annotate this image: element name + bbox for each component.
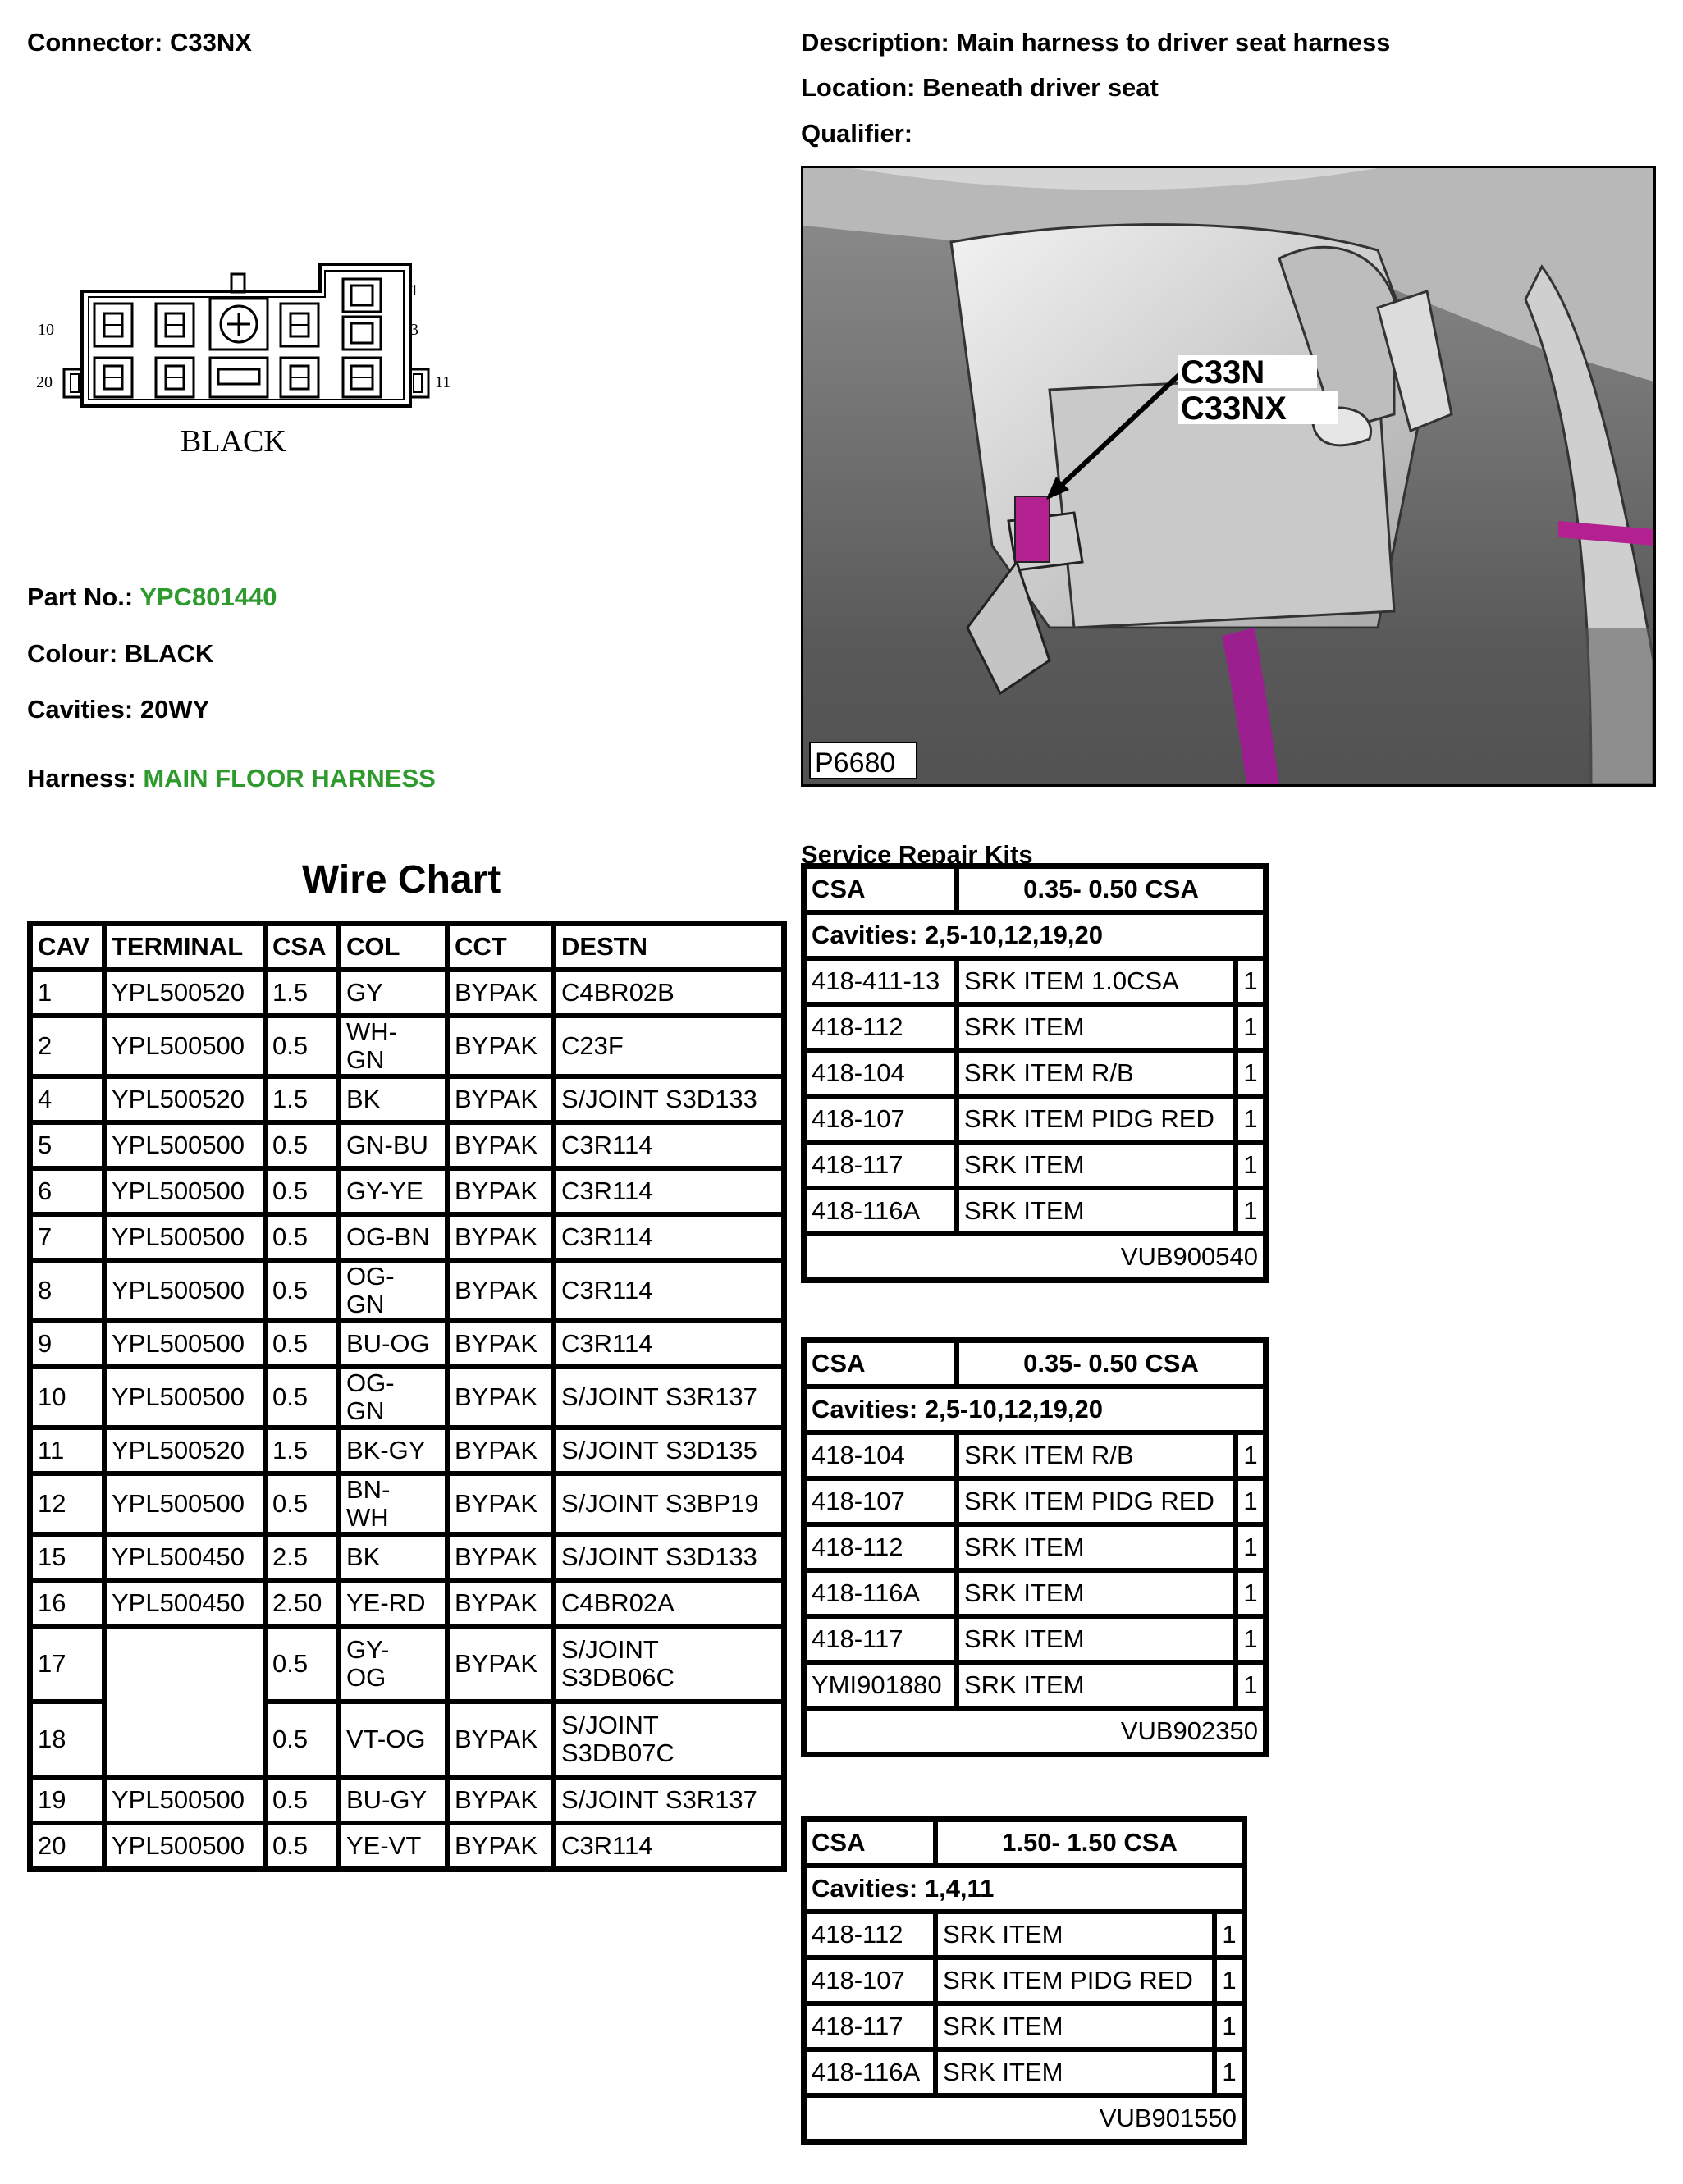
pin-label-11: 11 [435,373,451,391]
wire-chart-cell-cct: BYPAK [447,1626,554,1702]
wire-chart-cell-terminal: YPL500450 [104,1580,265,1626]
service-kit-item-part: 418-117 [804,1616,957,1662]
wire-chart-row [30,1534,784,1580]
service-kit-csa-range: 0.35- 0.50 CSA [957,1341,1265,1387]
service-kit-item-part: 418-116A [804,1570,957,1616]
location-value: Beneath driver seat [922,73,1159,102]
wire-chart-cell-terminal [104,1626,265,1777]
wire-chart-cell-terminal: YPL500520 [104,970,265,1016]
description-label: Description: [801,28,949,57]
service-kit-item-part: 418-107 [804,1478,957,1524]
service-kit-item-row [804,1524,1265,1570]
part-no-label: Part No.: [27,583,134,611]
service-kit-item-quantity: 1 [1214,1912,1244,1958]
wire-chart-cell-destn: C3R114 [554,1260,784,1321]
connector-value: C33NX [169,28,252,57]
pin-label-3: 3 [410,321,418,339]
wire-chart-header-terminal: TERMINAL [104,924,265,970]
wire-chart-body [30,970,784,1869]
service-kit-item-row [804,2049,1244,2095]
pin-label-20: 20 [36,373,53,391]
service-kit-item-description: SRK ITEM [957,1142,1236,1188]
service-kit-number: VUB902350 [804,1708,1265,1754]
service-kit-item-description: SRK ITEM R/B [957,1432,1236,1478]
service-kit-item-description: SRK ITEM PIDG RED [957,1478,1236,1524]
service-kit-table [801,1337,1269,1757]
wire-chart-cell-cct: BYPAK [447,1474,554,1534]
service-kit-item-description: SRK ITEM [957,1524,1236,1570]
wire-chart-row [30,1076,784,1122]
service-kit-header-row [804,1341,1265,1387]
wire-chart-cell-cav: 7 [30,1214,104,1260]
service-kit-item-description: SRK ITEM PIDG RED [957,1096,1236,1142]
service-kit-item-part: 418-104 [804,1432,957,1478]
service-kit-item-part: 418-411-13 [804,958,957,1004]
wire-chart-cell-cct: BYPAK [447,970,554,1016]
wire-chart-cell-csa: 0.5 [265,1702,339,1777]
service-kit-item-description: SRK ITEM R/B [957,1050,1236,1096]
service-kit-item-description: SRK ITEM [957,1188,1236,1234]
wire-chart-cell-csa: 1.5 [265,1076,339,1122]
service-kit-csa-range: 0.35- 0.50 CSA [957,866,1265,912]
wire-chart-cell-cav: 8 [30,1260,104,1321]
service-kit-number: VUB901550 [804,2095,1244,2141]
wire-chart-cell-cav: 18 [30,1702,104,1777]
service-kit-csa-label: CSA [804,1820,935,1866]
service-kit-item-description: SRK ITEM [935,2049,1214,2095]
wire-chart-cell-destn: C3R114 [554,1122,784,1168]
service-kit-header-row [804,1820,1244,1866]
wire-chart-cell-col: GY-YE [339,1168,447,1214]
wire-chart-cell-csa: 0.5 [265,1367,339,1428]
service-kit-item-quantity: 1 [1214,1958,1244,2004]
wire-chart-cell-terminal: YPL500500 [104,1777,265,1823]
service-kit-cavities-row [804,1387,1265,1432]
wire-chart-cell-csa: 0.5 [265,1777,339,1823]
wire-chart-row [30,1260,784,1321]
wire-chart-cell-terminal: YPL500520 [104,1076,265,1122]
wire-chart-cell-cav: 11 [30,1428,104,1474]
wire-chart-row [30,1016,784,1076]
service-kit-cavities-row [804,912,1265,958]
wire-chart-cell-csa: 0.5 [265,1260,339,1321]
service-kit-item-quantity: 1 [1236,1142,1265,1188]
wire-chart-cell-terminal: YPL500500 [104,1367,265,1428]
wire-chart-row [30,1823,784,1869]
service-kit-item-quantity: 1 [1236,1004,1265,1050]
wire-chart-cell-terminal: YPL500500 [104,1260,265,1321]
wire-chart-cell-cct: BYPAK [447,1321,554,1367]
service-kit-item-part: 418-117 [804,1142,957,1188]
qualifier-field [801,119,912,148]
wire-chart-header-col: COL [339,924,447,970]
wire-chart-cell-destn: C23F [554,1016,784,1076]
wire-chart-row [30,1777,784,1823]
wire-chart-row [30,1428,784,1474]
wire-chart-cell-destn: C4BR02A [554,1580,784,1626]
service-kit-cavities: Cavities: 2,5-10,12,19,20 [804,1387,1265,1432]
service-kit-number-row [804,1708,1265,1754]
pin-label-1: 1 [410,281,418,299]
service-kit-item-description: SRK ITEM [957,1616,1236,1662]
wire-chart-cell-cav: 12 [30,1474,104,1534]
wire-chart-cell-col: OG-BN [339,1214,447,1260]
service-kit-item-description: SRK ITEM [957,1570,1236,1616]
service-kit-item-part: 418-117 [804,2004,935,2049]
service-kit-item-part: 418-116A [804,1188,957,1234]
connector-highlight [1015,496,1050,562]
wire-chart-cell-cav: 16 [30,1580,104,1626]
colour-field [27,639,213,669]
service-kit-header-row [804,866,1265,912]
wire-chart-cell-cct: BYPAK [447,1580,554,1626]
service-kit-item-quantity: 1 [1214,2049,1244,2095]
wire-chart-cell-col: GY- OG [339,1626,447,1702]
wire-chart-cell-terminal: YPL500500 [104,1474,265,1534]
connector-face-diagram [25,246,451,476]
service-kit-item-quantity: 1 [1236,1432,1265,1478]
wire-chart-cell-cct: BYPAK [447,1016,554,1076]
wire-chart-cell-csa: 0.5 [265,1214,339,1260]
wire-chart-cell-cav: 10 [30,1367,104,1428]
service-kit-item-row [804,1958,1244,2004]
wire-chart-cell-cav: 6 [30,1168,104,1214]
service-kit-item-quantity: 1 [1236,1616,1265,1662]
service-kit-number: VUB900540 [804,1234,1265,1280]
wire-chart-cell-csa: 0.5 [265,1474,339,1534]
wire-chart-cell-csa: 0.5 [265,1823,339,1869]
wire-chart-cell-cct: BYPAK [447,1777,554,1823]
wire-chart-cell-destn: C3R114 [554,1321,784,1367]
service-kit-item-row [804,1570,1265,1616]
wire-chart-cell-col: OG- GN [339,1260,447,1321]
part-no-link[interactable]: YPC801440 [139,583,277,611]
wire-chart-cell-csa: 2.5 [265,1534,339,1580]
wire-chart-cell-col: GN-BU [339,1122,447,1168]
harness-label: Harness: [27,764,136,793]
service-kit-item-part: 418-107 [804,1958,935,2004]
wire-chart-cell-destn: S/JOINT S3DB06C [554,1626,784,1702]
wire-chart-cell-cct: BYPAK [447,1823,554,1869]
service-kit-item-quantity: 1 [1236,1188,1265,1234]
wire-chart-header-cav: CAV [30,924,104,970]
cavities-field [27,695,209,724]
wire-chart-cell-cct: BYPAK [447,1534,554,1580]
qualifier-label: Qualifier: [801,119,913,148]
wire-chart-cell-col: YE-VT [339,1823,447,1869]
wire-chart-cell-csa: 0.5 [265,1321,339,1367]
service-kit-item-quantity: 1 [1236,1478,1265,1524]
seat-illustration [803,168,1653,784]
wire-chart-row [30,1321,784,1367]
diagram-colour-label: BLACK [181,424,286,459]
wire-chart-cell-csa: 1.5 [265,1428,339,1474]
service-kit-item-row [804,1912,1244,1958]
location-label: Location: [801,73,916,102]
wire-chart-cell-cav: 20 [30,1823,104,1869]
service-kit-item-row [804,1004,1265,1050]
service-kit-item-part: 418-104 [804,1050,957,1096]
photo-callout-c33nx: C33NX [1181,391,1287,427]
service-kit-number-row [804,2095,1244,2141]
service-kit-item-row [804,1050,1265,1096]
service-kit-item-part: 418-112 [804,1912,935,1958]
location-photo [801,166,1656,787]
wire-chart-cell-cav: 17 [30,1626,104,1702]
service-kit-item-description: SRK ITEM 1.0CSA [957,958,1236,1004]
wire-chart-header-row [30,924,784,970]
wire-chart-cell-col: BK [339,1076,447,1122]
wire-chart-row [30,1626,784,1702]
service-kit-cavities-row [804,1866,1244,1912]
wire-chart-row [30,1214,784,1260]
colour-label: Colour: [27,639,118,668]
service-kit-csa-label: CSA [804,866,957,912]
service-kit-item-quantity: 1 [1236,1524,1265,1570]
wire-chart-cell-cct: BYPAK [447,1367,554,1428]
wire-chart-cell-cct: BYPAK [447,1214,554,1260]
wire-chart-header-csa: CSA [265,924,339,970]
wire-chart-cell-col: WH- GN [339,1016,447,1076]
service-kit-cavities: Cavities: 2,5-10,12,19,20 [804,912,1265,958]
location-field [801,73,1159,103]
wire-chart-cell-col: YE-RD [339,1580,447,1626]
wire-chart-row [30,1122,784,1168]
wire-chart-cell-cct: BYPAK [447,1702,554,1777]
service-kit-item-part: 418-107 [804,1096,957,1142]
wire-chart-cell-destn: C4BR02B [554,970,784,1016]
wire-chart-cell-cav: 2 [30,1016,104,1076]
wire-chart-cell-col: BK [339,1534,447,1580]
cavities-label: Cavities: [27,695,134,724]
service-kit-item-row [804,1432,1265,1478]
service-kit-item-quantity: 1 [1236,1570,1265,1616]
wire-chart-cell-col: BU-OG [339,1321,447,1367]
wire-chart-row [30,1580,784,1626]
wire-chart-cell-destn: C3R114 [554,1168,784,1214]
wire-chart-cell-cct: BYPAK [447,1076,554,1122]
service-kit-item-part: 418-116A [804,2049,935,2095]
wire-chart-cell-terminal: YPL500500 [104,1321,265,1367]
service-kit-item-row [804,1662,1265,1708]
cavities-value: 20WY [139,695,210,724]
service-repair-kits-title: Service Repair Kits [801,840,1033,869]
wire-chart-cell-col: OG- GN [339,1367,447,1428]
wire-chart-title: Wire Chart [302,858,501,902]
wire-chart-cell-terminal: YPL500500 [104,1823,265,1869]
connector-field [27,28,252,57]
service-kit-item-row [804,2004,1244,2049]
service-kit-item-description: SRK ITEM [957,1004,1236,1050]
wire-chart-cell-cav: 5 [30,1122,104,1168]
service-kit-table [801,1816,1247,2145]
pin-label-10: 10 [38,321,54,339]
service-kit-item-row [804,1096,1265,1142]
service-kit-item-quantity: 1 [1236,1050,1265,1096]
photo-ref: P6680 [815,747,896,779]
wire-chart-cell-cct: BYPAK [447,1168,554,1214]
wire-chart-row [30,1367,784,1428]
wire-chart-cell-cct: BYPAK [447,1428,554,1474]
wire-chart-cell-terminal: YPL500500 [104,1214,265,1260]
wire-chart-cell-cav: 19 [30,1777,104,1823]
service-kit-item-description: SRK ITEM [957,1662,1236,1708]
wire-chart-cell-cav: 1 [30,970,104,1016]
wire-chart-cell-col: VT-OG [339,1702,447,1777]
service-kit-item-quantity: 1 [1236,1662,1265,1708]
wire-chart-cell-cav: 15 [30,1534,104,1580]
connector-label: Connector: [27,28,163,57]
service-kit-item-row [804,1616,1265,1662]
wire-chart-header-destn: DESTN [554,924,784,970]
wire-chart-cell-col: GY [339,970,447,1016]
wire-chart-cell-destn: S/JOINT S3DB07C [554,1702,784,1777]
wire-chart-cell-destn: S/JOINT S3D133 [554,1076,784,1122]
wire-chart-row [30,1474,784,1534]
wire-chart-cell-cav: 9 [30,1321,104,1367]
service-kit-item-quantity: 1 [1214,2004,1244,2049]
wire-chart-cell-csa: 2.50 [265,1580,339,1626]
wire-chart-cell-col: BK-GY [339,1428,447,1474]
service-kit-number-row [804,1234,1265,1280]
service-kit-csa-range: 1.50- 1.50 CSA [935,1820,1244,1866]
service-kit-table [801,863,1269,1283]
wire-chart-table [27,921,787,1872]
wire-chart-cell-destn: S/JOINT S3D133 [554,1534,784,1580]
wire-chart-cell-col: BU-GY [339,1777,447,1823]
service-kit-item-description: SRK ITEM [935,1912,1214,1958]
wire-chart-cell-terminal: YPL500500 [104,1168,265,1214]
service-kit-item-description: SRK ITEM [935,2004,1214,2049]
wire-chart-cell-cct: BYPAK [447,1260,554,1321]
wire-chart-cell-destn: C3R114 [554,1823,784,1869]
wire-chart-cell-destn: S/JOINT S3R137 [554,1777,784,1823]
wire-chart-cell-csa: 0.5 [265,1122,339,1168]
wire-chart-header-cct: CCT [447,924,554,970]
wire-chart-cell-terminal: YPL500500 [104,1016,265,1076]
service-kit-item-part: 418-112 [804,1004,957,1050]
service-kit-item-quantity: 1 [1236,1096,1265,1142]
wire-chart-cell-destn: C3R114 [554,1214,784,1260]
wire-chart-cell-destn: S/JOINT S3BP19 [554,1474,784,1534]
service-kit-item-description: SRK ITEM PIDG RED [935,1958,1214,2004]
wire-chart-cell-csa: 0.5 [265,1016,339,1076]
wire-chart-cell-destn: S/JOINT S3D135 [554,1428,784,1474]
service-kit-item-row [804,958,1265,1004]
wire-chart-cell-destn: S/JOINT S3R137 [554,1367,784,1428]
wire-chart-cell-csa: 0.5 [265,1168,339,1214]
service-kit-item-part: 418-112 [804,1524,957,1570]
service-kit-item-row [804,1188,1265,1234]
wire-chart-row [30,1168,784,1214]
part-no-field [27,583,277,612]
description-value: Main harness to driver seat harness [956,28,1391,57]
service-kit-csa-label: CSA [804,1341,957,1387]
wire-chart-cell-terminal: YPL500500 [104,1122,265,1168]
service-kit-item-row [804,1478,1265,1524]
wire-chart-row [30,970,784,1016]
photo-callout-c33n: C33N [1181,354,1265,391]
wire-chart-cell-terminal: YPL500450 [104,1534,265,1580]
harness-link[interactable]: MAIN FLOOR HARNESS [143,764,436,793]
wire-chart-cell-terminal: YPL500520 [104,1428,265,1474]
service-kit-item-row [804,1142,1265,1188]
service-kit-item-quantity: 1 [1236,958,1265,1004]
description-field [801,28,1390,57]
wire-chart-cell-col: BN- WH [339,1474,447,1534]
harness-field [27,764,436,793]
wire-chart-cell-cct: BYPAK [447,1122,554,1168]
wire-chart-cell-cav: 4 [30,1076,104,1122]
service-kit-cavities: Cavities: 1,4,11 [804,1866,1244,1912]
wire-chart-cell-csa: 0.5 [265,1626,339,1702]
service-kit-item-part: YMI901880 [804,1662,957,1708]
colour-value: BLACK [124,639,214,668]
wire-chart-cell-csa: 1.5 [265,970,339,1016]
